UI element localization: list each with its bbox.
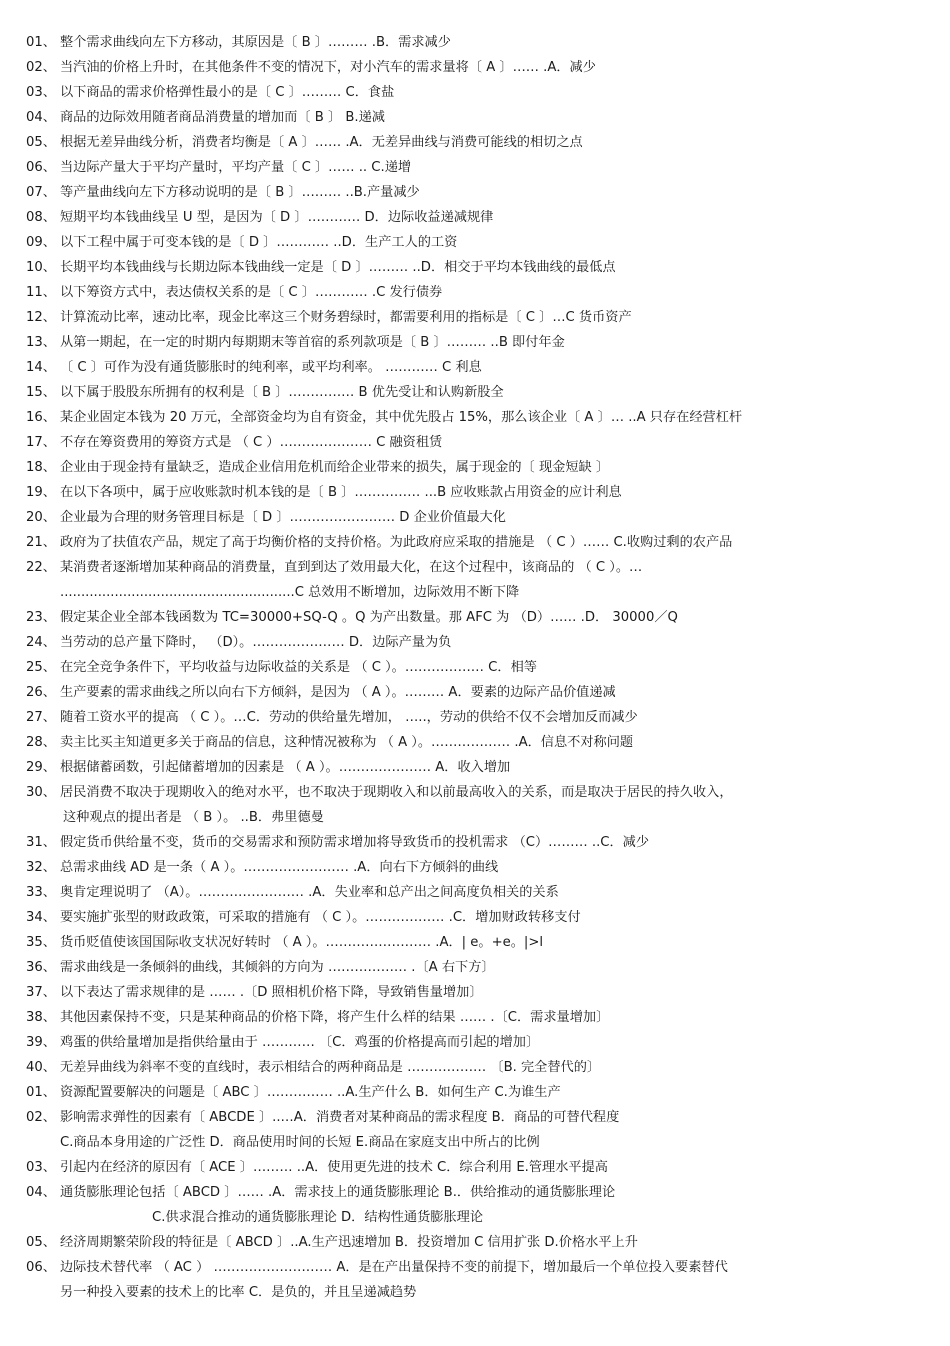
question-number: 18、 bbox=[26, 460, 56, 475]
question-text: 当边际产量大于平均产量时，平均产量〔 C 〕…… .. C.递增 bbox=[60, 160, 412, 175]
question-text: 资源配置要解决的问题是〔 ABC 〕…………… ..A.生产什么 B．如何生产 C.为谁生产 bbox=[60, 1085, 561, 1100]
question-text: 以下筹资方式中，表达债权关系的是〔 C 〕………… .C 发行债券 bbox=[60, 285, 443, 300]
question-number: 39、 bbox=[26, 1035, 56, 1050]
question-line bbox=[0, 430, 950, 455]
question-number: 40、 bbox=[26, 1060, 56, 1075]
question-line bbox=[0, 305, 950, 330]
question-text: 在完全竞争条件下，平均收益与边际收益的关系是 （ C ）。……………… C．相等 bbox=[60, 660, 537, 675]
question-text: 从第一期起，在一定的时期内每期期末等首宿的系列款项是〔 B 〕……… ..B 即付年金 bbox=[60, 335, 565, 350]
question-line bbox=[0, 480, 950, 505]
question-line bbox=[0, 1130, 950, 1155]
question-text: 其他因素保持不变，只是某种商品的价格下降，将产生什么样的结果 …… .〔C．需求量增加〕 bbox=[60, 1010, 610, 1025]
question-text: 当汽油的价格上升时，在其他条件不变的情况下，对小汽车的需求量将〔 A 〕…… .A．减少 bbox=[60, 60, 596, 75]
question-number: 16、 bbox=[26, 410, 56, 425]
question-line bbox=[0, 1030, 950, 1055]
question-number: 23、 bbox=[26, 610, 56, 625]
question-line bbox=[0, 105, 950, 130]
question-line bbox=[0, 1055, 950, 1080]
question-number: 26、 bbox=[26, 685, 56, 700]
question-number: 25、 bbox=[26, 660, 56, 675]
question-line bbox=[0, 630, 950, 655]
question-text: 根据储蓄函数，引起储蓄增加的因素是 （ A ）。………………… A．收入增加 bbox=[60, 760, 511, 775]
question-text: 在以下各项中，属于应收账款时机本钱的是〔 B 〕…………… ...B 应收账款占用资金的应计利息 bbox=[60, 485, 622, 500]
question-number: 10、 bbox=[26, 260, 56, 275]
question-line bbox=[0, 530, 950, 555]
question-number: 02、 bbox=[26, 1110, 56, 1125]
question-line bbox=[0, 30, 950, 55]
question-number: 05、 bbox=[26, 1235, 56, 1250]
question-number: 38、 bbox=[26, 1010, 56, 1025]
question-line bbox=[0, 1155, 950, 1180]
question-text: 货币贬值使该国国际收支状况好转时 （ A ）。…………………… .A．| e。+e。|>l bbox=[60, 935, 544, 950]
question-line bbox=[0, 680, 950, 705]
question-number: 32、 bbox=[26, 860, 56, 875]
question-line bbox=[0, 1230, 950, 1255]
question-text: 假定某企业全部本钱函数为 TC=30000+SQ-Q 。Q 为产出数量。那 AFC 为 （D）…… .D． 30000／Q bbox=[60, 610, 678, 625]
question-text: 总需求曲线 AD 是一条（ A ）。…………………… .A．向右下方倾斜的曲线 bbox=[60, 860, 499, 875]
question-line bbox=[0, 130, 950, 155]
question-number: 15、 bbox=[26, 385, 56, 400]
question-line bbox=[0, 55, 950, 80]
question-number: 05、 bbox=[26, 135, 56, 150]
question-text: 无差异曲线为斜率不变的直线时，表示相结合的两种商品是 ……………… 〔B. 完全替代的〕 bbox=[60, 1060, 601, 1075]
question-number: 06、 bbox=[26, 1260, 56, 1275]
question-line bbox=[0, 980, 950, 1005]
document-page bbox=[0, 30, 950, 1305]
question-text: 生产要素的需求曲线之所以向右下方倾斜，是因为 （ A ）。……… A．要素的边际产品价值递减 bbox=[60, 685, 616, 700]
question-number: 35、 bbox=[26, 935, 56, 950]
question-text: 以下表达了需求规律的是 …… .〔D 照相机价格下降，导致销售量增加〕 bbox=[60, 985, 483, 1000]
question-line bbox=[0, 155, 950, 180]
question-text: 以下商品的需求价格弹性最小的是〔 C 〕……… C．食盐 bbox=[60, 85, 395, 100]
question-text: 等产量曲线向左下方移动说明的是〔 B 〕……… ..B.产量减少 bbox=[60, 185, 420, 200]
question-text: 通货膨胀理论包括〔 ABCD 〕…… .A．需求技上的通货膨胀理论 B.．供给推动的通货膨胀理论 bbox=[60, 1185, 616, 1200]
question-number: 30、 bbox=[26, 785, 56, 800]
question-number: 34、 bbox=[26, 910, 56, 925]
question-number: 01、 bbox=[26, 35, 56, 50]
question-number: 29、 bbox=[26, 760, 56, 775]
question-number: 04、 bbox=[26, 110, 56, 125]
question-line bbox=[0, 905, 950, 930]
question-line bbox=[0, 505, 950, 530]
question-line bbox=[0, 930, 950, 955]
question-line bbox=[0, 1080, 950, 1105]
question-text: 影响需求弹性的因素有〔 ABCDE 〕..…A．消费者对某种商品的需求程度 B．商品的可替代程度 bbox=[60, 1110, 620, 1125]
question-text: 奥肯定理说明了 （A）。…………………… .A．失业率和总产出之间高度负相关的关系 bbox=[60, 885, 559, 900]
question-number: 21、 bbox=[26, 535, 56, 550]
question-text: 以下属于股股东所拥有的权利是〔 B 〕…………… B 优先受让和认购新股全 bbox=[60, 385, 504, 400]
question-line bbox=[0, 855, 950, 880]
question-number: 02、 bbox=[26, 60, 56, 75]
question-line bbox=[0, 1280, 950, 1305]
question-line bbox=[0, 830, 950, 855]
question-line bbox=[0, 330, 950, 355]
question-line bbox=[0, 805, 950, 830]
question-line bbox=[0, 1005, 950, 1030]
question-text: 需求曲线是一条倾斜的曲线，其倾斜的方向为 ……………… .〔A 右下方〕 bbox=[60, 960, 495, 975]
question-text: 计算流动比率，速动比率，现金比率这三个财务碧绿时，都需要利用的指标是〔 C 〕…C 货币资产 bbox=[60, 310, 632, 325]
question-number: 04、 bbox=[26, 1185, 56, 1200]
question-text: 某消费者逐渐增加某种商品的消费量，直到到达了效用最大化，在这个过程中，该商品的 （ C ）。… bbox=[60, 560, 643, 575]
question-line bbox=[0, 780, 950, 805]
question-number: 19、 bbox=[26, 485, 56, 500]
question-line bbox=[0, 605, 950, 630]
question-line bbox=[0, 230, 950, 255]
question-text: 长期平均本钱曲线与长期边际本钱曲线一定是〔 D 〕……… ..D．相交于平均本钱曲线的最低点 bbox=[60, 260, 616, 275]
question-text: 经济周期繁荣阶段的特征是〔 ABCD 〕..A.生产迅速增加 B．投资增加 C 信用扩张 D.价格水平上升 bbox=[60, 1235, 638, 1250]
question-text: 不存在筹资费用的筹资方式是 （ C ）………………… C 融资租赁 bbox=[60, 435, 443, 450]
question-number: 28、 bbox=[26, 735, 56, 750]
question-number: 27、 bbox=[26, 710, 56, 725]
question-text: 以下工程中属于可变本钱的是〔 D 〕………… ..D．生产工人的工资 bbox=[60, 235, 458, 250]
question-line bbox=[0, 955, 950, 980]
question-text: 整个需求曲线向左下方移动，其原因是〔 B 〕……… .B．需求减少 bbox=[60, 35, 451, 50]
question-text: 假定货币供给量不变，货币的交易需求和预防需求增加将导致货币的投机需求 （C）……… ..C．减少 bbox=[60, 835, 650, 850]
continuation-text: C.商品本身用途的广泛性 D．商品使用时间的长短 E.商品在家庭支出中所占的比例 bbox=[60, 1135, 540, 1150]
question-line bbox=[0, 355, 950, 380]
question-number: 14、 bbox=[26, 360, 56, 375]
question-number: 31、 bbox=[26, 835, 56, 850]
question-line bbox=[0, 455, 950, 480]
question-text: 鸡蛋的供给量增加是指供给量由于 ………… 〔C．鸡蛋的价格提高而引起的增加〕 bbox=[60, 1035, 540, 1050]
question-line bbox=[0, 730, 950, 755]
question-line bbox=[0, 705, 950, 730]
question-text: 短期平均本钱曲线呈 U 型，是因为〔 D 〕………… D．边际收益递减规律 bbox=[60, 210, 494, 225]
question-line bbox=[0, 580, 950, 605]
question-text: 企业由于现金持有量缺乏，造成企业信用危机而给企业带来的损失，属于现金的〔 现金短缺 〕 bbox=[60, 460, 610, 475]
question-number: 08、 bbox=[26, 210, 56, 225]
question-text: 引起内在经济的原因有〔 ACE 〕……… ..A．使用更先进的技术 C．综合利用 E.管理水平提高 bbox=[60, 1160, 608, 1175]
question-line bbox=[0, 555, 950, 580]
question-line bbox=[0, 1105, 950, 1130]
question-number: 12、 bbox=[26, 310, 56, 325]
question-text: 〔 C 〕可作为没有通货膨胀时的纯利率，或平均利率。 ………… C 利息 bbox=[60, 360, 482, 375]
question-number: 01、 bbox=[26, 1085, 56, 1100]
question-number: 03、 bbox=[26, 85, 56, 100]
question-line bbox=[0, 405, 950, 430]
question-number: 24、 bbox=[26, 635, 56, 650]
question-number: 17、 bbox=[26, 435, 56, 450]
question-line bbox=[0, 255, 950, 280]
question-number: 22、 bbox=[26, 560, 56, 575]
question-line bbox=[0, 880, 950, 905]
question-number: 36、 bbox=[26, 960, 56, 975]
question-text: 根据无差异曲线分析，消费者均衡是〔 A 〕…… .A．无差异曲线与消费可能线的相切之点 bbox=[60, 135, 583, 150]
continuation-text: C.供求混合推动的通货膨胀理论 D．结构性通货膨胀理论 bbox=[152, 1210, 484, 1225]
question-line bbox=[0, 80, 950, 105]
question-text: 边际技术替代率 （ AC ） ……………………… A．是在产出量保持不变的前提下，增加最后一个单位投入要素替代 bbox=[60, 1260, 728, 1275]
question-text: 要实施扩张型的财政政策，可采取的措施有 （ C ）。……………… .C．增加财政转移支付 bbox=[60, 910, 581, 925]
question-number: 20、 bbox=[26, 510, 56, 525]
continuation-text: 另一种投入要素的技术上的比率 C．是负的，并且呈递减趋势 bbox=[60, 1285, 417, 1300]
question-text: 卖主比买主知道更多关于商品的信息，这种情况被称为 （ A ）。……………… .A．信息不对称问题 bbox=[60, 735, 634, 750]
question-text: 随着工资水平的提高 （ C ）。…C．劳动的供给量先增加， …..，劳动的供给不仅不会增加反而减少 bbox=[60, 710, 638, 725]
question-line bbox=[0, 1180, 950, 1205]
continuation-text: ........................................................C 总效用不断增加，边际效用不断下降 bbox=[60, 585, 520, 600]
question-number: 33、 bbox=[26, 885, 56, 900]
question-number: 37、 bbox=[26, 985, 56, 1000]
question-number: 07、 bbox=[26, 185, 56, 200]
question-text: 居民消费不取决于现期收入的绝对水平，也不取决于现期收入和以前最高收入的关系，而是取决于居民的持久收入， bbox=[60, 785, 733, 800]
question-text: 企业最为合理的财务管理目标是〔 D 〕…………………… D 企业价值最大化 bbox=[60, 510, 506, 525]
question-number: 11、 bbox=[26, 285, 56, 300]
question-line bbox=[0, 205, 950, 230]
question-number: 13、 bbox=[26, 335, 56, 350]
question-text: 政府为了扶值农产品，规定了高于均衡价格的支持价格。为此政府应采取的措施是 （ C ）…… C.收购过剩的农产品 bbox=[60, 535, 733, 550]
question-number: 09、 bbox=[26, 235, 56, 250]
question-text: 商品的边际效用随者商品消费量的增加而〔 B 〕 B.递减 bbox=[60, 110, 385, 125]
question-text: 某企业固定本钱为 20 万元，全部资金均为自有资金，其中优先股占 15%，那么该企业〔 A 〕… ..A 只存在经营杠杆 bbox=[60, 410, 743, 425]
question-line bbox=[0, 280, 950, 305]
question-line bbox=[0, 755, 950, 780]
question-line bbox=[0, 180, 950, 205]
question-line bbox=[0, 655, 950, 680]
continuation-text: 这种观点的提出者是 （ B ）。 ..B．弗里德曼 bbox=[63, 810, 324, 825]
question-number: 06、 bbox=[26, 160, 56, 175]
question-number: 03、 bbox=[26, 1160, 56, 1175]
question-text: 当劳动的总产量下降时， （D）。………………… D．边际产量为负 bbox=[60, 635, 452, 650]
question-line bbox=[0, 380, 950, 405]
question-line bbox=[0, 1205, 950, 1230]
question-line bbox=[0, 1255, 950, 1280]
